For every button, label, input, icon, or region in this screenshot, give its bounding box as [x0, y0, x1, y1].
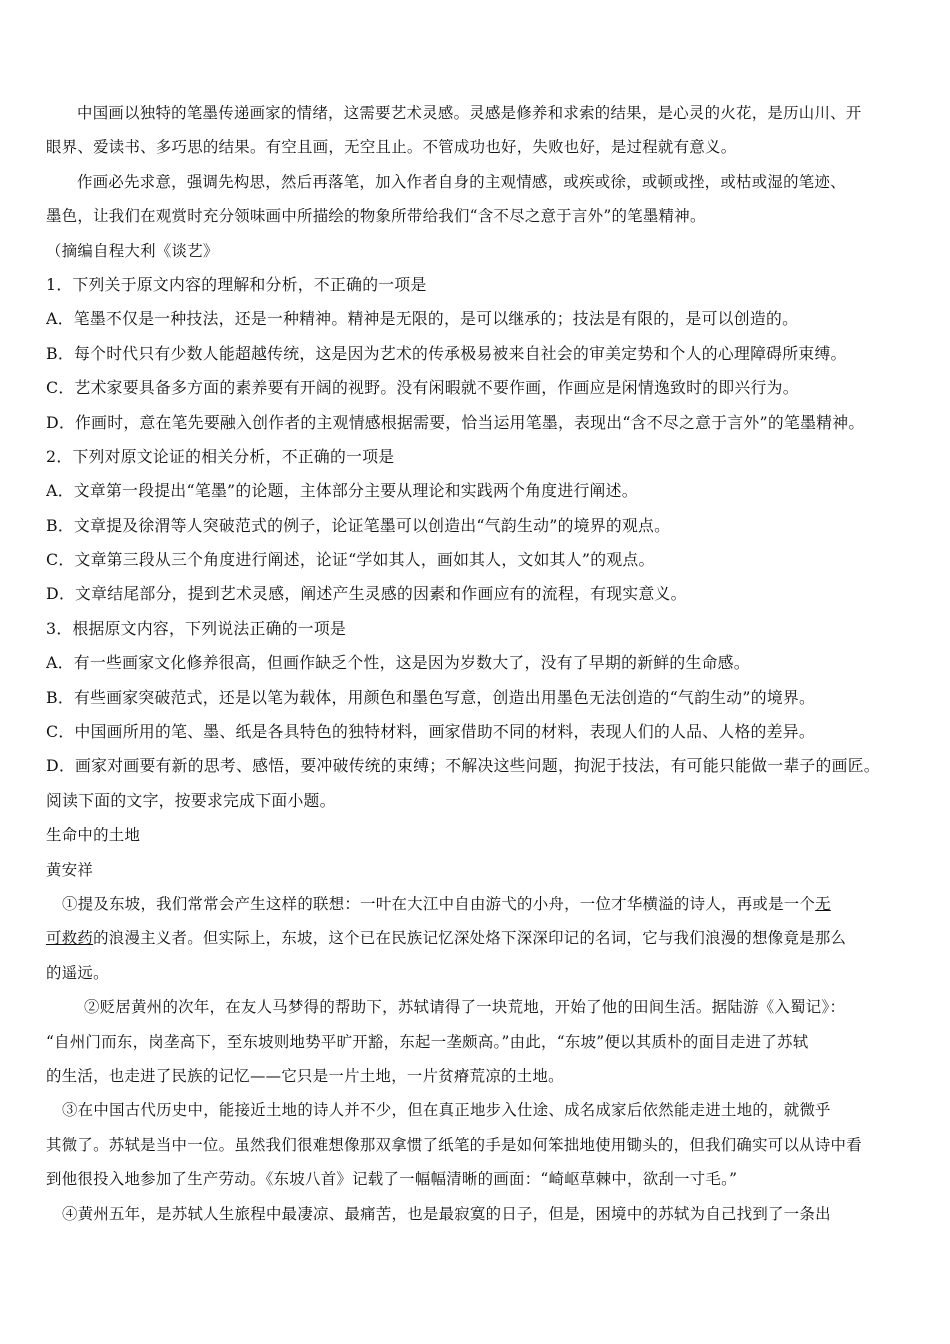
question-stem: 2．下列对原文论证的相关分析，不正确的一项是	[46, 446, 395, 466]
question-option: B．文章提及徐渭等人突破范式的例子，论证笔墨可以创造出“气韵生动”的境界的观点。	[46, 515, 671, 535]
question-option: B．每个时代只有少数人能超越传统，这是因为艺术的传承极易被来自社会的审美定势和个人的心理障碍所束缚。	[46, 343, 847, 363]
question-option: D．文章结尾部分，提到艺术灵感，阐述产生灵感的因素和作画应有的流程，有现实意义。	[46, 584, 687, 604]
question-stem: 3．根据原文内容，下列说法正确的一项是	[46, 618, 347, 638]
question-option: D．作画时，意在笔先要融入创作者的主观情感根据需要，恰当运用笔墨，表现出“含不尽之意于言外”的笔墨精神。	[46, 412, 865, 432]
question-option: D．画家对画要有新的思考、感悟，要冲破传统的束缚；不解决这些问题，拘泥于技法，有可能只能做一辈子的画匠。	[46, 756, 880, 776]
article-paragraph-line: 的生活，也走进了民族的记忆——它只是一片土地，一片贫瘠荒凉的土地。	[46, 1066, 564, 1085]
article-text: 的浪漫主义者。但实际上，东坡，这个已在民族记忆深处烙下深深印记的名词，它与我们浪漫的想像竟是那么	[93, 929, 847, 948]
passage-source: （摘编自程大利《谈艺》	[46, 241, 219, 260]
article-paragraph-line	[46, 887, 906, 921]
question-option: A．笔墨不仅是一种技法，还是一种精神。精神是无限的，是可以继承的；技法是有限的，是可以创造的。	[46, 309, 799, 329]
article-paragraph-line: ④黄州五年，是苏轼人生旅程中最凄凉、最痛苦，也是最寂寞的日子，但是，困境中的苏轼为自己找到了一条出	[62, 1204, 831, 1223]
article-paragraph-line: ②贬居黄州的次年，在友人马梦得的帮助下，苏轼请得了一块荒地，开始了他的田间生活。据陆游《入蜀记》：	[84, 998, 846, 1017]
article-paragraph-line: 其微了。苏轼是当中一位。虽然我们很难想像那双拿惯了纸笔的手是如何笨拙地使用锄头的，但我们确实可以从诗中看	[46, 1135, 862, 1154]
passage-paragraph-line: 中国画以独特的笔墨传递画家的情绪，这需要艺术灵感。灵感是修养和求索的结果，是心灵的火花，是历山川、开	[77, 104, 862, 122]
question-option: A．有一些画家文化修养很高，但画作缺乏个性，这是因为岁数大了，没有了早期的新鲜的生命感。	[46, 653, 750, 673]
question-option: C．艺术家要具备多方面的素养要有开阔的视野。没有闲暇就不要作画，作画应是闲情逸致时的即兴行为。	[46, 378, 799, 398]
article-paragraph-line: 的遥远。	[46, 963, 109, 982]
article-paragraph-line: 到他很投入地参加了生产劳动。《东坡八首》记载了一幅幅清晰的画面：“崎岖草棘中，欲刮一寸毛。”	[46, 1170, 738, 1189]
question-option: C．中国画所用的笔、墨、纸是各具特色的独特材料，画家借助不同的材料，表现人们的人品、人格的差异。	[46, 722, 815, 742]
question-option: B．有些画家突破范式，还是以笔为载体，用颜色和墨色写意，创造出用墨色无法创造的“气韵生动”的境界。	[46, 687, 816, 707]
article-paragraph-line	[46, 921, 906, 955]
article-author: 黄安祥	[46, 860, 94, 879]
question-option: C．文章第三段从三个角度进行阐述，论证“学如其人，画如其人，文如其人”的观点。	[46, 550, 655, 570]
question-option: A．文章第一段提出“笔墨”的论题，主体部分主要从理论和实践两个角度进行阐述。	[46, 481, 638, 501]
article-paragraph-line: “自州门而东，岗垄高下，至东坡则地势平旷开豁，东起一垄颇高。”由此，“东坡”便以其质朴的面目走进了苏轼	[46, 1032, 809, 1051]
article-title: 生命中的土地	[46, 826, 141, 845]
article-text: ①提及东坡，我们常常会产生这样的联想：一叶在大江中自由游弋的小舟，一位才华横溢的诗人，再或是一个	[62, 894, 816, 913]
article-paragraph-line: ③在中国古代历史中，能接近土地的诗人并不少，但在真正地步入仕途、成名成家后依然能走进土地的，就微乎	[62, 1101, 831, 1120]
passage-paragraph-line: 作画必先求意，强调先构思，然后再落笔，加入作者自身的主观情感，或疾或徐，或顿或挫，或枯或湿的笔迹、	[77, 172, 846, 191]
underlined-phrase: 无	[815, 894, 831, 913]
passage-paragraph-line: 墨色，让我们在观赏时充分领味画中所描绘的物象所带给我们“含不尽之意于言外”的笔墨精神。	[46, 207, 706, 226]
reading-instruction: 阅读下面的文字，按要求完成下面小题。	[46, 790, 336, 810]
passage-paragraph-line: 眼界、爱读书、多巧思的结果。有空且画，无空且止。不管成功也好，失败也好，是过程就有意义。	[46, 138, 737, 157]
underlined-phrase: 可救药	[46, 929, 94, 948]
question-stem: 1．下列关于原文内容的理解和分析，不正确的一项是	[46, 274, 427, 294]
